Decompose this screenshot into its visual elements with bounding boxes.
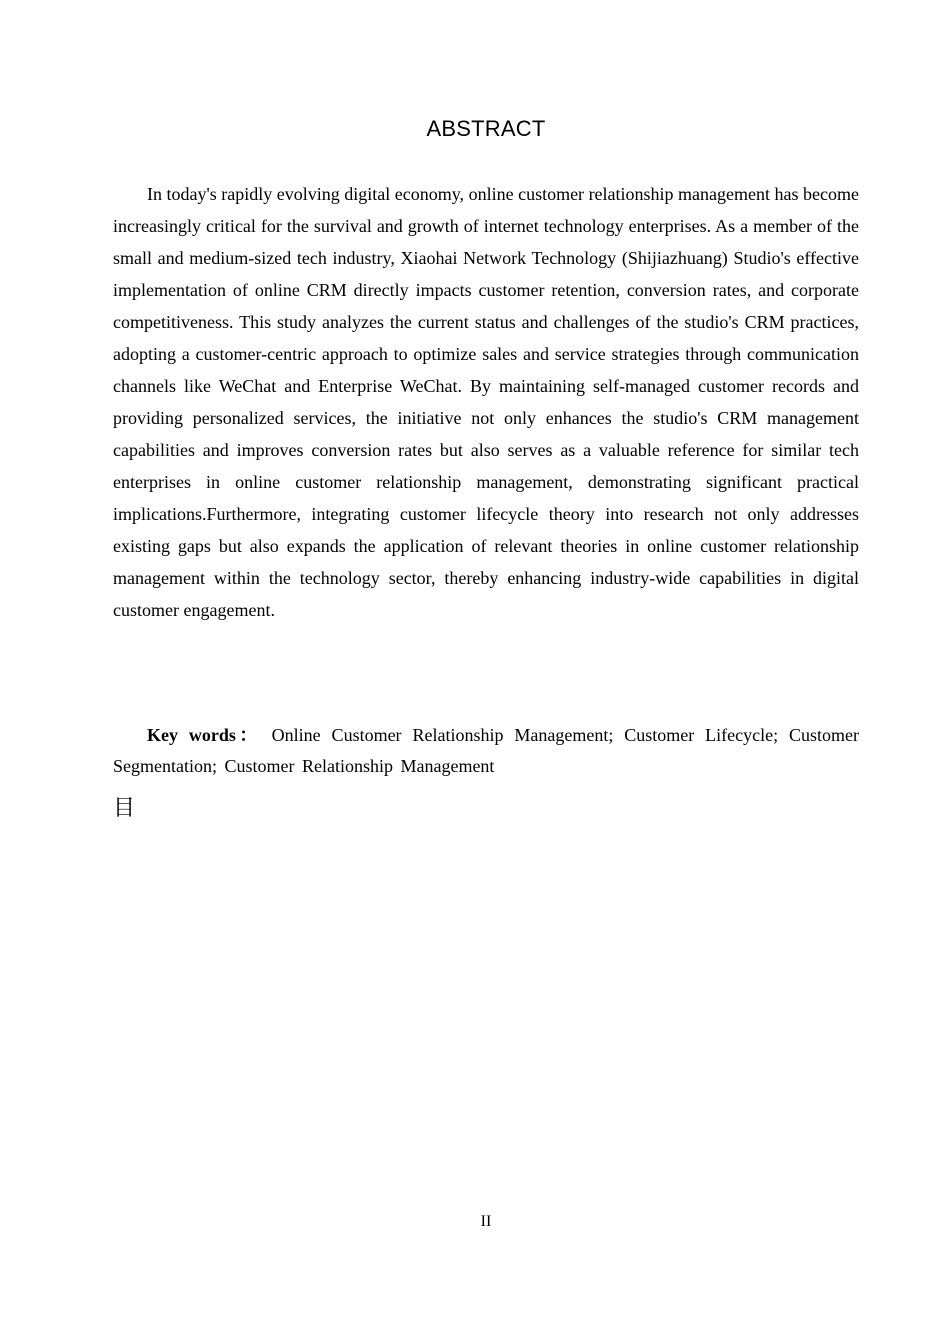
keywords-label: Key words： xyxy=(147,725,261,745)
keywords-paragraph xyxy=(113,720,859,782)
keywords-text: Online Customer Relationship Management; Customer Lifecycle; Customer Segmentation; Customer Relationship Management xyxy=(113,725,860,776)
page-number: II xyxy=(480,1213,492,1230)
toc-heading: 目 xyxy=(113,796,136,821)
abstract-paragraph: In today's rapidly evolving digital economy, online customer relationship management has become increasingly critical for the survival and growth of internet technology enterprises. As a member of the small and medium-sized tech industry, Xiaohai Network Technology (Shijiazhuang) Studio's effective implementation of online CRM directly impacts customer retention, conversion rates, and corporate competitiveness. This study analyzes the current status and challenges of the studio's CRM practices, adopting a customer-centric approach to optimize sales and service strategies through communication channels like WeChat and Enterprise WeChat. By maintaining self-managed customer records and providing personalized services, the initiative not only enhances the studio's CRM management capabilities and improves conversion rates but also serves as a valuable reference for similar tech enterprises in online customer relationship management, demonstrating significant practical implications.Furthermore, integrating customer lifecycle theory into research not only addresses existing gaps but also expands the application of relevant theories in online customer relationship management within the technology sector, thereby enhancing industry-wide capabilities in digital customer engagement. xyxy=(113,184,859,620)
abstract-title: ABSTRACT xyxy=(426,116,546,141)
